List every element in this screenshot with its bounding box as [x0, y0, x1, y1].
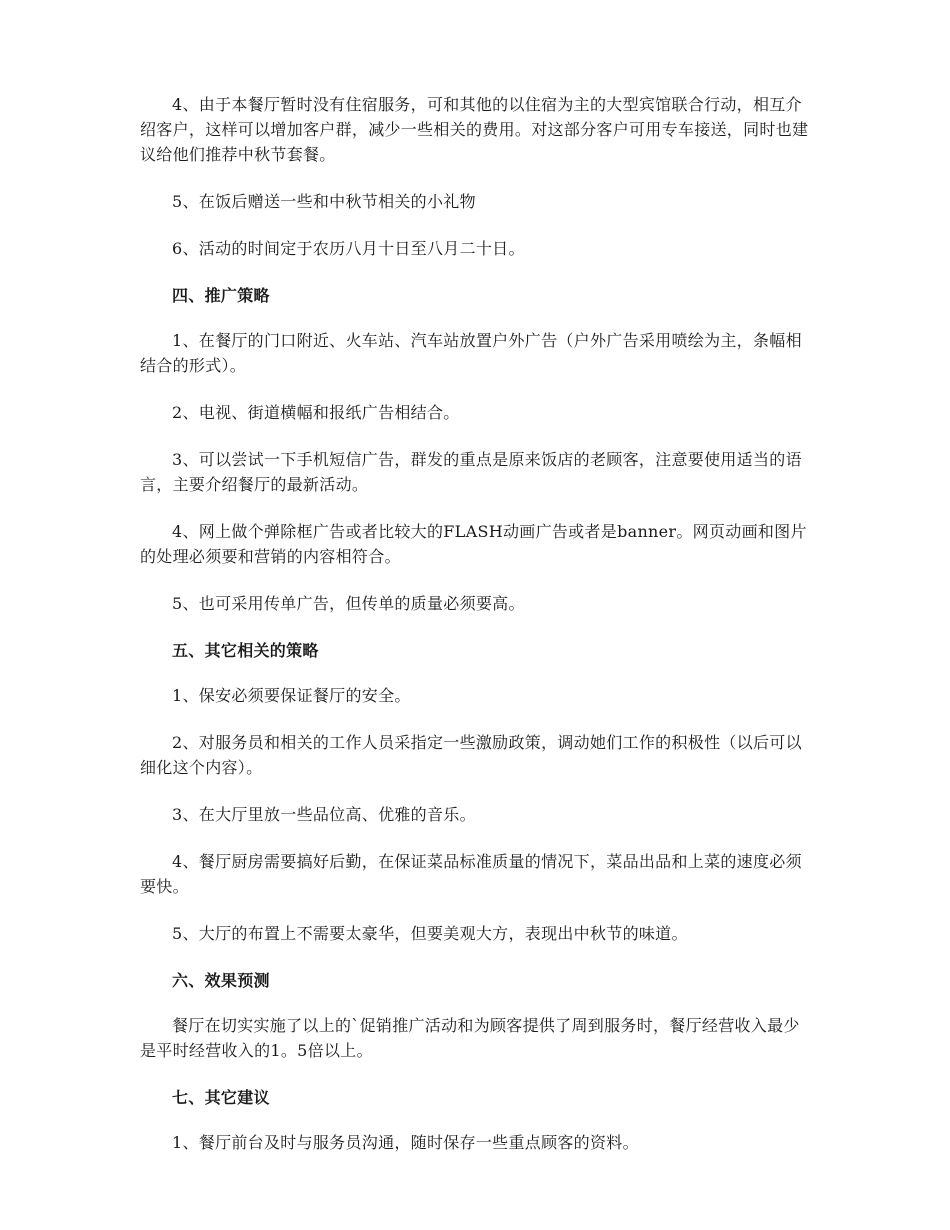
paragraph-hall-decoration: 5、大厅的布置上不需要太豪华，但要美观大方，表现出中秋节的味道。 — [172, 924, 688, 943]
paragraph-tv-street-newspaper-ads: 2、电视、街道横幅和报纸广告相结合。 — [172, 403, 460, 422]
section-heading-promotion-strategy: 四、推广策略 — [172, 286, 270, 305]
paragraph-item-5-gifts: 5、在饭后赠送一些和中秋节相关的小礼物 — [172, 192, 476, 211]
section-heading-other-suggestions: 七、其它建议 — [172, 1088, 270, 1107]
paragraph-music: 3、在大厅里放一些品位高、优雅的音乐。 — [172, 805, 476, 824]
paragraph-revenue-forecast: 餐厅在切实实施了以上的`促销推广活动和为顾客提供了周到服务时，餐厅经营收入最少是平时经营收入的1。5倍以上。 — [140, 1016, 800, 1060]
document-body — [140, 92, 812, 1177]
paragraph-outdoor-ads: 1、在餐厅的门口附近、火车站、汽车站放置户外广告（户外广告采用喷绘为主，条幅相结合的形式）。 — [140, 331, 802, 375]
section-heading-effect-forecast: 六、效果预测 — [172, 971, 270, 990]
paragraph-item-4-lodging-partnership: 4、由于本餐厅暂时没有住宿服务，可和其他的以住宿为主的大型宾馆联合行动，相互介绍客户，这样可以增加客户群，减少一些相关的费用。对这部分客户可用专车接送，同时也建议给他们推荐中秋节套餐。 — [140, 95, 809, 164]
section-heading-other-strategies: 五、其它相关的策略 — [172, 641, 319, 660]
paragraph-item-6-event-time: 6、活动的时间定于农历八月十日至八月二十日。 — [172, 239, 525, 258]
paragraph-kitchen-logistics: 4、餐厅厨房需要搞好后勤，在保证菜品标准质量的情况下，菜品出品和上菜的速度必须要快。 — [140, 852, 802, 896]
paragraph-flyer-ads: 5、也可采用传单广告，但传单的质量必须要高。 — [172, 594, 525, 613]
paragraph-front-desk-communication: 1、餐厅前台及时与服务员沟通，随时保存一些重点顾客的资料。 — [172, 1133, 639, 1152]
paragraph-security: 1、保安必须要保证餐厅的安全。 — [172, 686, 411, 705]
paragraph-sms-ads: 3、可以尝试一下手机短信广告，群发的重点是原来饭店的老顾客，注意要使用适当的语言，主要介绍餐厅的最新活动。 — [140, 450, 802, 494]
paragraph-online-ads: 4、网上做个弹除框广告或者比较大的FLASH动画广告或者是banner。网页动画和图片的处理必须要和营销的内容相符合。 — [140, 522, 807, 566]
paragraph-staff-incentives: 2、对服务员和相关的工作人员采指定一些激励政策，调动她们工作的积极性（以后可以细化这个内容）。 — [140, 733, 802, 777]
